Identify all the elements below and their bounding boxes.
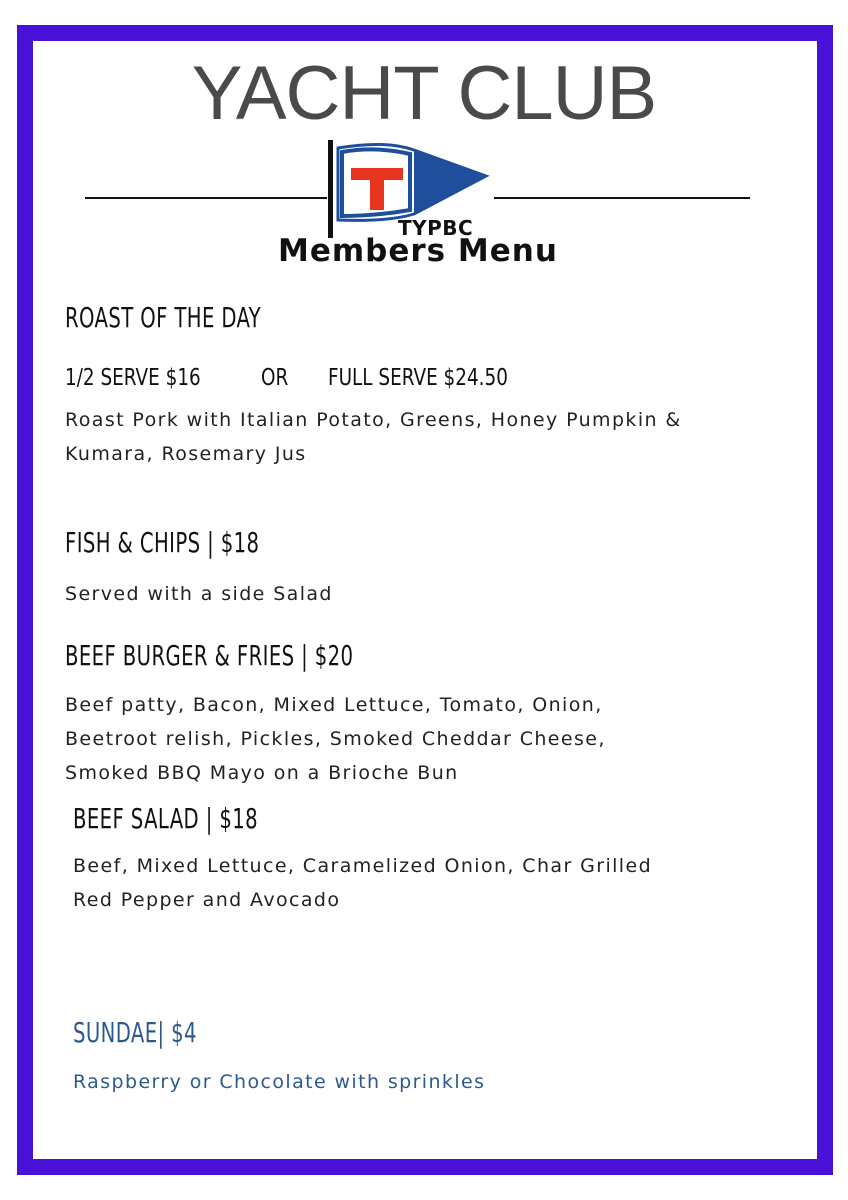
roast-half-serve: 1/2 SERVE $16 — [65, 365, 201, 391]
salad-description-line1: Beef, Mixed Lettuce, Caramelized Onion, Char Grilled — [73, 855, 653, 877]
burger-description-line2: Beetroot relish, Pickles, Smoked Cheddar Cheese, — [65, 728, 606, 750]
sundae-description: Raspberry or Chocolate with sprinkles — [73, 1071, 486, 1093]
divider-right — [494, 197, 750, 199]
burger-description-line3: Smoked BBQ Mayo on a Brioche Bun — [65, 762, 459, 784]
club-title: YACHT CLUB — [191, 51, 657, 136]
salad-description-line2: Red Pepper and Avocado — [73, 889, 341, 911]
salad-heading: BEEF SALAD | $18 — [73, 802, 259, 835]
menu-title: Members Menu — [278, 233, 558, 269]
roast-full-serve: FULL SERVE $24.50 — [328, 365, 508, 391]
sundae-heading: SUNDAE| $4 — [73, 1016, 197, 1049]
roast-or: OR — [261, 365, 289, 391]
burger-heading: BEEF BURGER & FRIES | $20 — [65, 639, 354, 672]
fish-heading: FISH & CHIPS | $18 — [65, 526, 260, 559]
roast-description-line2: Kumara, Rosemary Jus — [65, 443, 307, 465]
roast-heading: ROAST OF THE DAY — [65, 301, 262, 334]
roast-description-line1: Roast Pork with Italian Potato, Greens, Honey Pumpkin & — [65, 409, 682, 431]
logo-text: TYPBC — [398, 216, 474, 240]
burger-description-line1: Beef patty, Bacon, Mixed Lettuce, Tomato, Onion, — [65, 694, 603, 716]
fish-description: Served with a side Salad — [65, 583, 333, 605]
divider-left — [85, 197, 327, 199]
